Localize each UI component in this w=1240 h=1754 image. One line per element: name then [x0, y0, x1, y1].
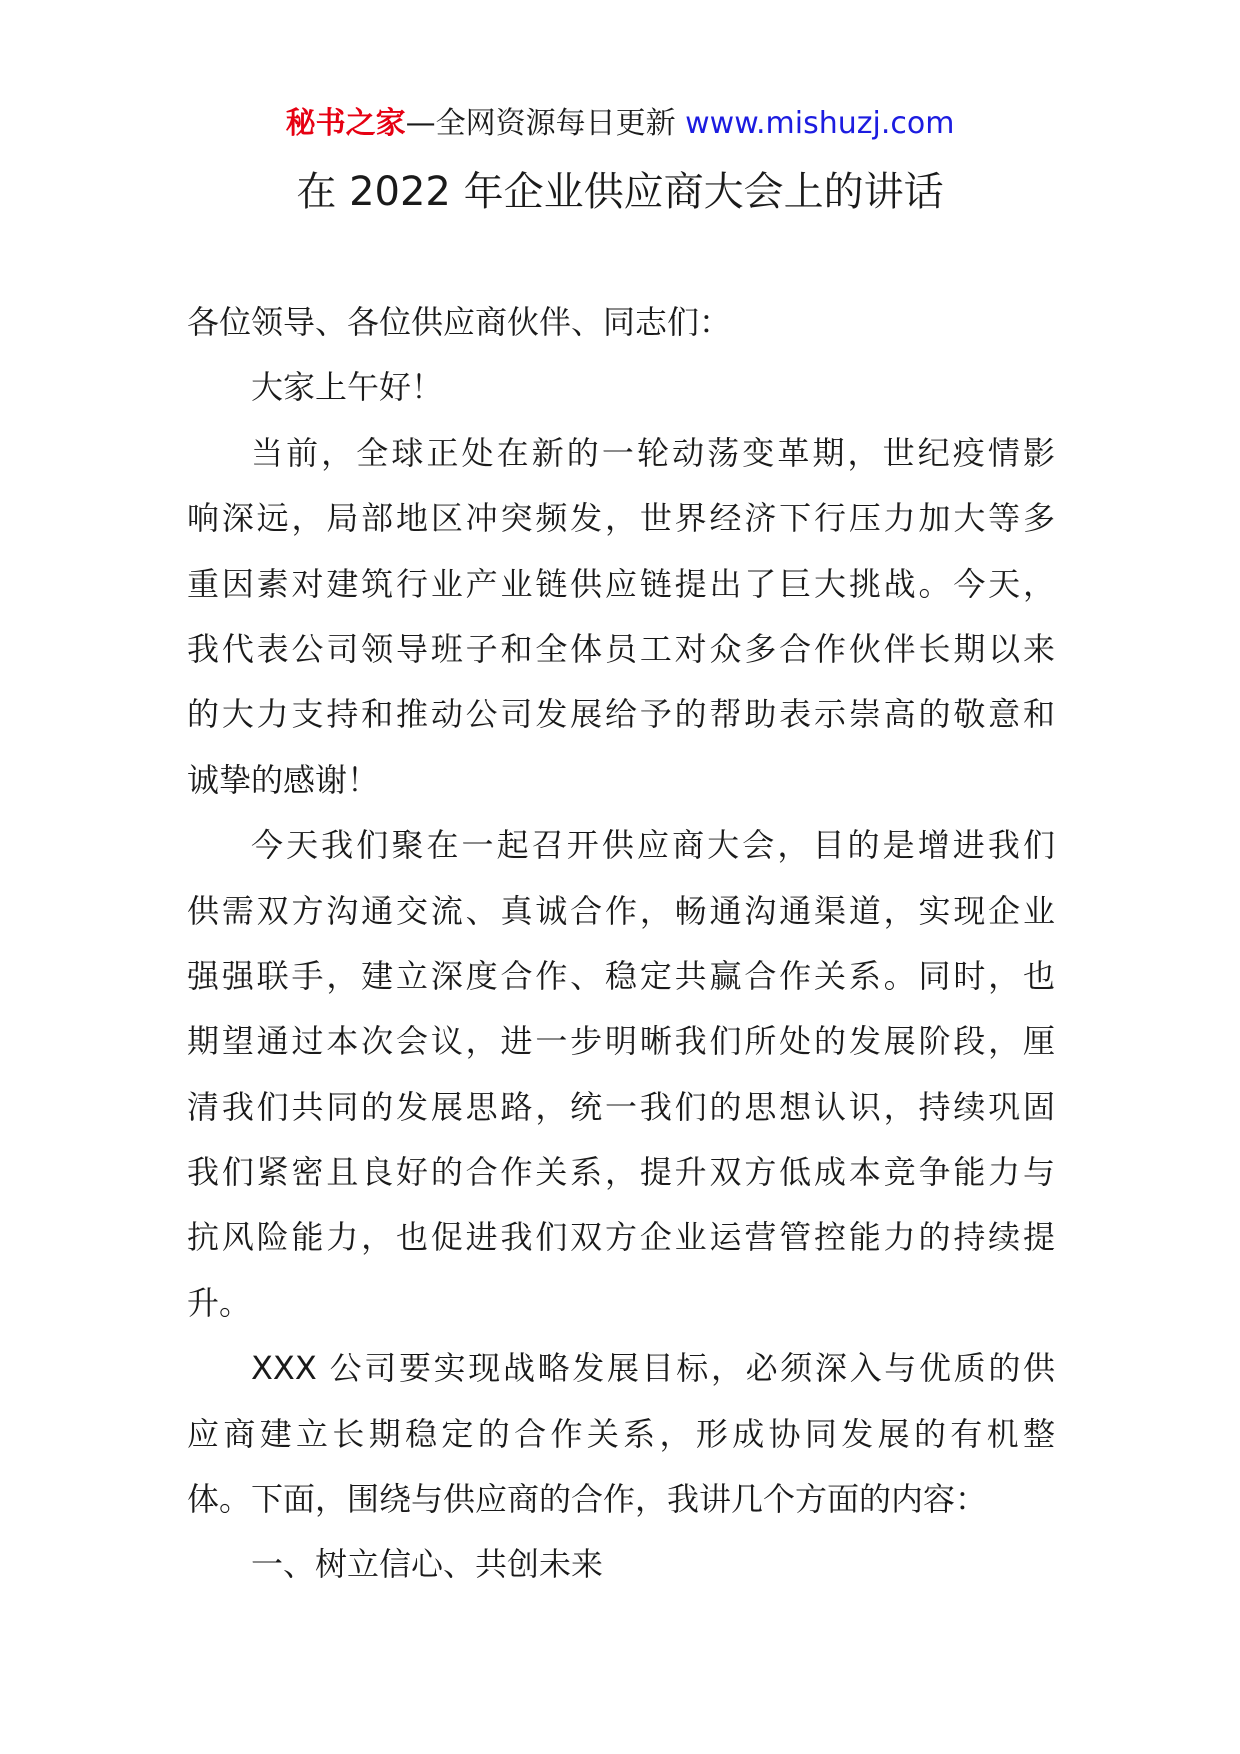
- greeting-line: 大家上午好！: [251, 368, 444, 407]
- paragraph-1-line-3: 重因素对建筑行业产业链供应链提出了巨大挑战。今天，: [187, 564, 1055, 603]
- paragraph-2-line-3: 强强联手，建立深度合作、稳定共赢合作关系。同时，也: [187, 956, 1055, 995]
- paragraph-3-line-2: 应商建立长期稳定的合作关系，形成协同发展的有机整: [187, 1414, 1055, 1453]
- paragraph-2-line-1: 今天我们聚在一起召开供应商大会，目的是增进我们: [251, 826, 1055, 865]
- document-title: 在 2022 年企业供应商大会上的讲话: [296, 169, 944, 215]
- salutation-line: 各位领导、各位供应商伙伴、同志们：: [187, 303, 732, 341]
- paragraph-2-line-6: 我们紧密且良好的合作关系，提升双方低成本竞争能力与: [187, 1153, 1055, 1192]
- paragraph-1-line-2: 响深远，局部地区冲突频发，世界经济下行压力加大等多: [187, 499, 1055, 538]
- paragraph-1-line-1: 当前，全球正处在新的一轮动荡变革期，世纪疫情影: [251, 433, 1055, 472]
- paragraph-1-line-6: 诚挚的感谢！: [187, 760, 380, 799]
- section-heading-1: 一、树立信心、共创未来: [251, 1545, 604, 1584]
- paragraph-2-line-8: 升。: [187, 1283, 252, 1322]
- site-header: [0, 100, 1240, 148]
- paragraph-2-line-4: 期望通过本次会议，进一步明晰我们所处的发展阶段，厘: [187, 1022, 1055, 1061]
- site-url-link[interactable]: www.mishuzj.com: [685, 106, 955, 141]
- paragraph-3-line-1: XXX 公司要实现战略发展目标，必须深入与优质的供: [251, 1349, 1055, 1388]
- paragraph-2-line-2: 供需双方沟通交流、真诚合作，畅通沟通渠道，实现企业: [187, 891, 1055, 930]
- site-tagline: —全网资源每日更新: [405, 106, 686, 141]
- document-body: [187, 290, 1055, 1598]
- paragraph-2-line-7: 抗风险能力，也促进我们双方企业运营管控能力的持续提: [187, 1218, 1055, 1257]
- site-brand: 秘书之家: [285, 106, 406, 141]
- paragraph-1-line-4: 我代表公司领导班子和全体员工对众多合作伙伴长期以来: [187, 629, 1055, 668]
- paragraph-1-line-5: 的大力支持和推动公司发展给予的帮助表示崇高的敬意和: [187, 695, 1055, 734]
- paragraph-2-line-5: 清我们共同的发展思路，统一我们的思想认识，持续巩固: [187, 1087, 1055, 1126]
- paragraph-3-line-3: 体。下面，围绕与供应商的合作，我讲几个方面的内容：: [187, 1480, 988, 1519]
